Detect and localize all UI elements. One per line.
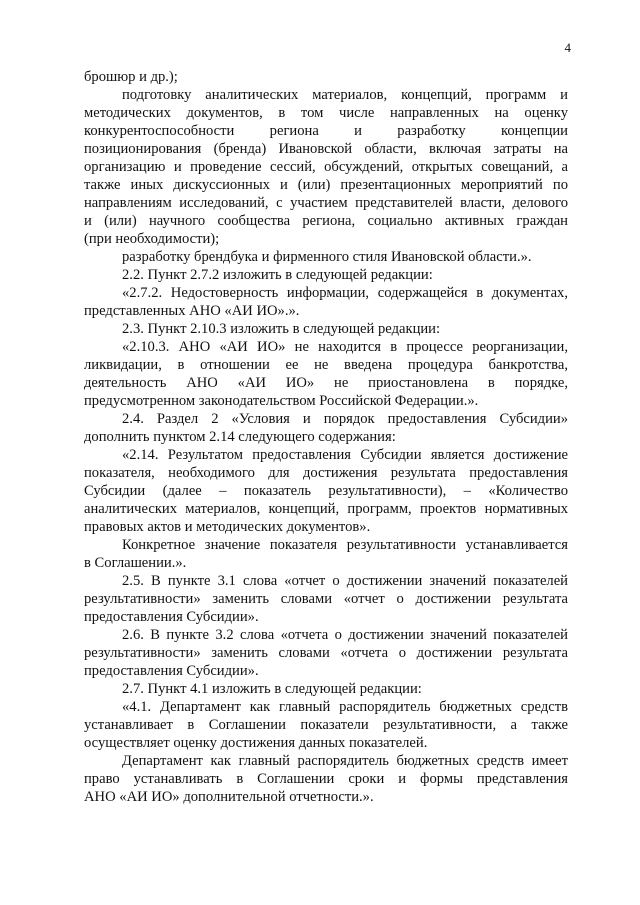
text-line: и (или) научного сообщества региона, социально активных граждан [84, 213, 568, 229]
text-line: 2.6. В пункте 3.2 слова «отчета о достижении значений показателей [122, 627, 568, 643]
text-line: «4.1. Департамент как главный распорядитель бюджетных средств [122, 699, 568, 715]
text-line: 2.7. Пункт 4.1 изложить в следующей редакции: [122, 681, 422, 697]
text-line: «2.10.3. АНО «АИ ИО» не находится в процессе реорганизации, [122, 339, 568, 355]
text-line: правовых актов и методических документов». [84, 519, 371, 535]
text-line: 2.3. Пункт 2.10.3 изложить в следующей редакции: [122, 321, 441, 337]
text-line: организацию и проведение сессий, обсуждений, открытых совещаний, а [84, 159, 568, 175]
text-line: методических документов, в том числе направленных на оценку [84, 105, 568, 121]
body-text [84, 68, 568, 806]
text-line: «2.7.2. Недостоверность информации, содержащейся в документах, [122, 285, 568, 301]
text-line: предоставления Субсидии». [84, 663, 259, 679]
text-line: дополнить пунктом 2.14 следующего содержания: [84, 429, 396, 445]
text-line: конкурентоспособности региона и разработку концепции [84, 123, 568, 139]
text-line: позиционирования (бренда) Ивановской области, включая затраты на [84, 141, 568, 157]
text-line: 2.2. Пункт 2.7.2 изложить в следующей редакции: [122, 267, 433, 283]
text-line: результативности» заменить словами «отчет о достижении результата [84, 591, 568, 607]
text-line: деятельность АНО «АИ ИО» не приостановлена в порядке, [84, 375, 568, 391]
text-line: направлениям исследований, с участием представителей власти, делового [84, 195, 568, 211]
text-line: Субсидии (далее – показатель результативности), – «Количество [84, 483, 568, 499]
page-number: 4 [564, 40, 571, 55]
text-line: АНО «АИ ИО» дополнительной отчетности.». [84, 789, 374, 805]
text-line: осуществляет оценку достижения данных показателей. [84, 735, 428, 751]
text-line: показателя, необходимого для достижения результата предоставления [84, 465, 568, 481]
text-line: (при необходимости); [84, 231, 220, 247]
text-line: аналитических материалов, концепций, программ, проектов нормативных [84, 501, 568, 517]
text-line: устанавливает в Соглашении показатели результативности, а также [84, 717, 568, 733]
text-line: 2.5. В пункте 3.1 слова «отчет о достижении значений показателей [122, 573, 568, 589]
text-line: представленных АНО «АИ ИО».». [84, 303, 300, 319]
text-line: результативности» заменить словами «отчета о достижении результата [84, 645, 568, 661]
text-line: предоставления Субсидии». [84, 609, 259, 625]
text-line: Конкретное значение показателя результативности устанавливается [122, 537, 568, 553]
text-line: в Соглашении.». [84, 555, 187, 571]
text-line: брошюр и др.); [84, 69, 178, 85]
text-line: подготовку аналитических материалов, концепций, программ и [122, 87, 568, 103]
text-line: «2.14. Результатом предоставления Субсидии является достижение [122, 447, 568, 463]
text-line: предусмотренном законодательством Российской Федерации.». [84, 393, 479, 409]
text-line: 2.4. Раздел 2 «Условия и порядок предоставления Субсидии» [122, 411, 568, 427]
text-line: ликвидации, в отношении ее не введена процедура банкротства, [84, 357, 568, 373]
text-line: также иных дискуссионных и (или) презентационных мероприятий по [84, 177, 568, 193]
text-line: Департамент как главный распорядитель бюджетных средств имеет [122, 753, 568, 769]
text-line: разработку брендбука и фирменного стиля Ивановской области.». [122, 249, 532, 265]
text-line: право устанавливать в Соглашении сроки и формы представления [84, 771, 568, 787]
